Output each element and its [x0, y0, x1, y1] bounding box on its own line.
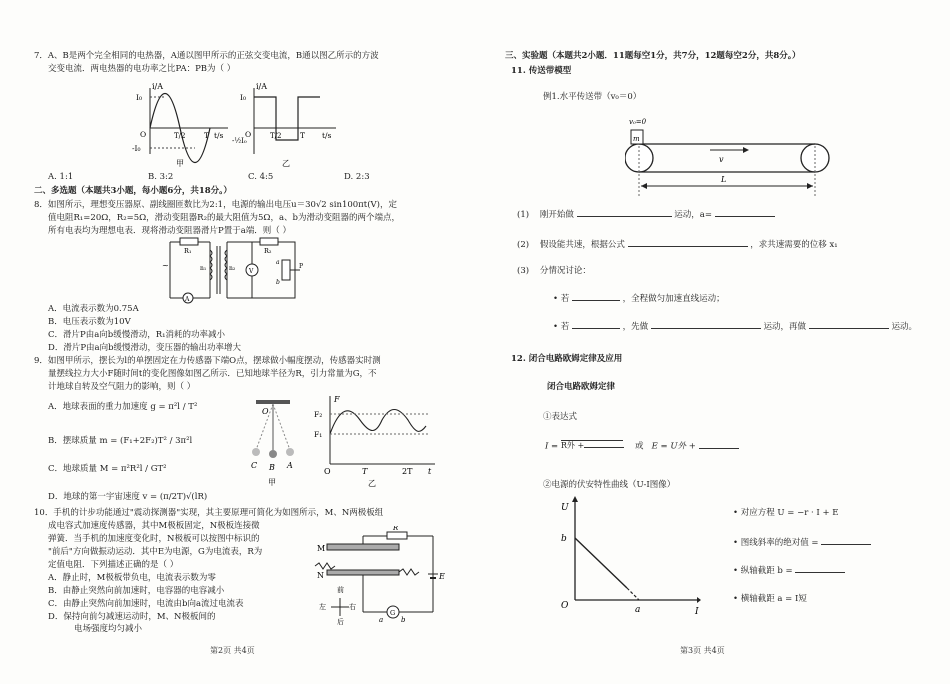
q12-blank-b[interactable]: [795, 572, 845, 573]
q7-jia-O: O: [140, 130, 147, 139]
q11-blank-5[interactable]: [651, 328, 761, 329]
q12-bullet-3: • 纵轴截距 b =: [733, 566, 845, 577]
q12-subtitle: 闭合电路欧姆定律: [547, 382, 616, 392]
q7-line2: 交变电流．两电热器的电功率之比PA：PB为（ ）: [48, 64, 236, 74]
q8-R1-label: R₁: [184, 247, 192, 255]
UI-line: [575, 538, 627, 588]
q9-C-label: C: [251, 461, 258, 470]
q11-blank-2[interactable]: [628, 246, 748, 247]
q11-item-1: (1) 刚开始做 运动，a=: [517, 210, 775, 221]
q12-bullet-1: • 对应方程 U = −r · I + E: [733, 508, 839, 518]
square-wave-line: [254, 97, 320, 140]
q11-blank-1a[interactable]: [577, 216, 672, 217]
section-2-heading: 二、多选题（本题共3小题，每小题6分，共18分。）: [34, 186, 232, 196]
q9-O-label: O: [262, 407, 269, 416]
q10-b-label: b: [401, 616, 406, 624]
q7-line1: 7．A、B是两个完全相同的电热器，A通以图甲所示的正弦交变电流，B通以图乙所示的方波: [34, 51, 379, 61]
q8-circuit-figure: [160, 236, 310, 306]
q8-option-a[interactable]: A．电流表示数为0.75A: [48, 304, 139, 314]
q10-line2: 成电容式加速度传感器，其中M极板固定，N极板连接微: [48, 521, 260, 531]
q7-yi-T2: T/2: [270, 132, 282, 140]
q7-figure-yi: [232, 80, 340, 168]
q8-line2: 值电阻R₁=20Ω，R₂=5Ω，滑动变阻器R₂的最大阻值为5Ω，a、b为滑动变阻器的两个端点，: [48, 213, 400, 223]
q9-line2: 量摆线拉力大小F随时间t的变化图像如图乙所示．已知地球半径为R，引力常量为G，不: [48, 369, 377, 379]
q7-option-d[interactable]: D. 2:3: [344, 172, 370, 182]
q10-N-label: N: [317, 571, 324, 580]
q7-yi-O: O: [245, 130, 252, 139]
q12-blank-slope[interactable]: [821, 544, 871, 545]
q10-front-label: 前: [337, 586, 344, 594]
q7-jia-ylabel: i/A: [152, 82, 164, 91]
direction-cross-icon: [331, 598, 349, 616]
right-page-footer: 第3页 共4页: [680, 646, 725, 655]
q8-option-c[interactable]: C．滑片P由a向b缓慢滑动，R₁消耗的功率减小: [48, 330, 226, 340]
q7-jia-I0: I₀: [136, 93, 142, 102]
q9-line1: 9．如图甲所示，摆长为l的单摆固定在力传感器下端O点，摆球做小幅度摆动，传感器实时测: [34, 356, 381, 366]
q12-U-label: U: [561, 503, 569, 513]
q11-item-2: (2) 假设能共速，根据公式 ，求共速需要的位移 x₁: [517, 240, 838, 250]
q7-yi-I0: I₀: [240, 93, 246, 102]
q8-option-d[interactable]: D．滑片P由a向b缓慢滑动，变压器的输出功率增大: [48, 343, 242, 353]
q7-jia-negI0: -I₀: [132, 144, 141, 153]
q7-option-b[interactable]: B. 3:2: [148, 172, 174, 182]
q12-b-label: b: [561, 534, 567, 544]
q11-item-3: (3) 分情况讨论：: [517, 266, 591, 276]
q11-bullet-2: • 若 ，先做 运动，再做 运动。: [553, 322, 917, 332]
q10-right-label: 右: [349, 603, 356, 611]
q7-jia-T: T: [204, 131, 210, 140]
q7-option-a[interactable]: A. 1:1: [48, 172, 74, 182]
q9-t-label: t: [428, 467, 432, 476]
force-curve: [330, 410, 426, 435]
q10-option-b[interactable]: B．由静止突然向前加速时，电容器的电容减小: [48, 586, 225, 596]
q12-c1: ①表达式: [543, 412, 578, 422]
q7-jia-caption: 甲: [176, 159, 184, 168]
q10-option-a[interactable]: A．静止时，M极板带负电，电流表示数为零: [48, 573, 216, 583]
q7-yi-neghalf: -½I₀: [232, 137, 247, 145]
q10-R-label: R: [393, 526, 399, 532]
q10-back-label: 后: [337, 618, 344, 626]
q7-yi-xlabel: t/s: [322, 131, 332, 140]
q8-option-b[interactable]: B．电压表示数为10V: [48, 317, 131, 327]
q11-blank-3[interactable]: [572, 300, 620, 301]
q10-a-label: a: [379, 616, 384, 624]
q10-left-label: 左: [319, 603, 326, 611]
q9-F2-label: F₂: [314, 410, 323, 419]
q9-jia-caption: 甲: [268, 478, 276, 487]
q10-option-d[interactable]: D．保持向前匀减速运动时，M、N极板间的: [48, 612, 216, 622]
q10-G-label: G: [390, 609, 396, 617]
q12-I-label: I: [695, 607, 699, 617]
q10-E-label: E: [439, 572, 445, 581]
q11-title: 11. 传送带模型: [511, 66, 572, 76]
q8-A-label: A: [185, 296, 190, 303]
q10-line5: 定值电阻．下列描述正确的是（ ）: [48, 560, 179, 570]
q7-jia-xlabel: t/s: [214, 131, 224, 140]
q11-example: 例1.水平传送带（v₀＝0）: [543, 92, 642, 102]
q8-source-symbol: ~: [162, 261, 169, 270]
q10-line3: 弹簧．当手机的加速度变化时，N极板可以按图中标识的: [48, 534, 260, 544]
q12-title: 12. 闭合电路欧姆定律及应用: [511, 354, 623, 364]
q8-P-label: P: [299, 263, 304, 270]
q12-formula: I = R外 + 或 E = U外 +: [545, 440, 739, 453]
q11-L-label: L: [721, 175, 727, 184]
q7-figure-jia: [132, 80, 232, 168]
q11-m-label: m: [633, 135, 640, 143]
q7-option-c[interactable]: C. 4:5: [248, 172, 274, 182]
q12-blank-denominator[interactable]: [584, 447, 624, 448]
q9-pendulum-figure: [240, 394, 310, 488]
q10-option-d-cont: 电场强度均匀减小: [74, 624, 143, 634]
q8-line1: 8．如图所示，理想变压器原、副线圈匝数比为2:1，电源的输出电压u＝30√2 sin100πt(V)，定: [34, 200, 397, 210]
q9-O2-label: O: [324, 467, 331, 476]
q9-B-label: B: [269, 463, 275, 472]
q9-F1-label: F₁: [314, 430, 323, 439]
q10-sensor-figure: [305, 526, 455, 628]
q8-a-label: a: [276, 259, 280, 266]
q10-option-c[interactable]: C．由静止突然向前加速时，电流由b向a流过电流表: [48, 599, 244, 609]
q10-line4: "前后"方向做振动运动．其中E为电源，G为电流表，R为: [48, 547, 263, 557]
section-3-heading: 三、实验题（本题共2小题．11题每空1分，共7分，12题每空2分，共8分。）: [505, 51, 801, 61]
q8-V-label: V: [249, 268, 254, 275]
q7-jia-T2: T/2: [174, 132, 186, 140]
q12-UI-graph: [559, 496, 701, 620]
q8-line3: 所有电表均为理想电表．现将滑动变阻器滑片P置于a端．则（ ）: [48, 226, 291, 236]
plate-M: [327, 544, 399, 550]
q9-A-label: A: [287, 461, 293, 470]
q9-F-label: F: [334, 395, 340, 404]
q12-blank-E[interactable]: [699, 448, 739, 449]
q9-option-d[interactable]: D．地球的第一宇宙速度 v = (π/2T)√(lR): [48, 492, 208, 502]
q11-v0-label: v₀=0: [629, 118, 647, 126]
q11-blank-4[interactable]: [572, 328, 620, 329]
right-page: [475, 0, 950, 684]
q8-R2-label: R₂: [264, 247, 272, 255]
q8-b-label: b: [276, 279, 280, 286]
q11-v-label: v: [719, 155, 724, 164]
q12-bullet-4: • 横轴截距 a = I短: [733, 594, 807, 604]
q7-yi-ylabel: i/A: [256, 82, 268, 91]
q8-n1-label: n₁: [200, 265, 207, 272]
q9-option-a[interactable]: A．地球表面的重力加速度 g = π²l / T²: [48, 402, 198, 412]
q9-yi-caption: 乙: [368, 479, 376, 488]
left-page-footer: 第2页 共4页: [210, 646, 255, 655]
q9-option-c[interactable]: C．地球质量 M = π²R²l / GT²: [48, 464, 167, 474]
q9-line3: 计地球自转及空气阻力的影响，则（ ）: [48, 382, 196, 392]
q8-n2-label: n₂: [229, 265, 236, 272]
q12-c2: ②电源的伏安特性曲线（U-I图像）: [543, 480, 676, 490]
q9-force-graph: [310, 392, 440, 488]
q10-line1: 10．手机的计步功能通过"震动探测器"实现，其主要原理可简化为如图所示，M、N两极板组: [34, 508, 384, 518]
q12-bullet-2: • 图线斜率的绝对值 =: [733, 538, 871, 549]
q9-option-b[interactable]: B．摆球质量 m = (F₁+2F₂)T² / 3π²l: [48, 436, 193, 446]
q7-yi-caption: 乙: [282, 159, 290, 168]
q11-blank-6[interactable]: [809, 328, 889, 329]
q10-M-label: M: [317, 544, 326, 553]
q9-2T-label: 2T: [402, 467, 413, 476]
q12-O-label: O: [561, 601, 569, 611]
q7-yi-T: T: [300, 131, 306, 140]
q12-a-label: a: [635, 605, 641, 615]
q9-T-label: T: [362, 467, 368, 476]
q11-conveyor-figure: [625, 112, 835, 198]
q11-bullet-1: • 若 ，全程做匀加速直线运动；: [553, 294, 725, 304]
plate-N: [327, 570, 399, 575]
q11-blank-1b[interactable]: [715, 216, 775, 217]
